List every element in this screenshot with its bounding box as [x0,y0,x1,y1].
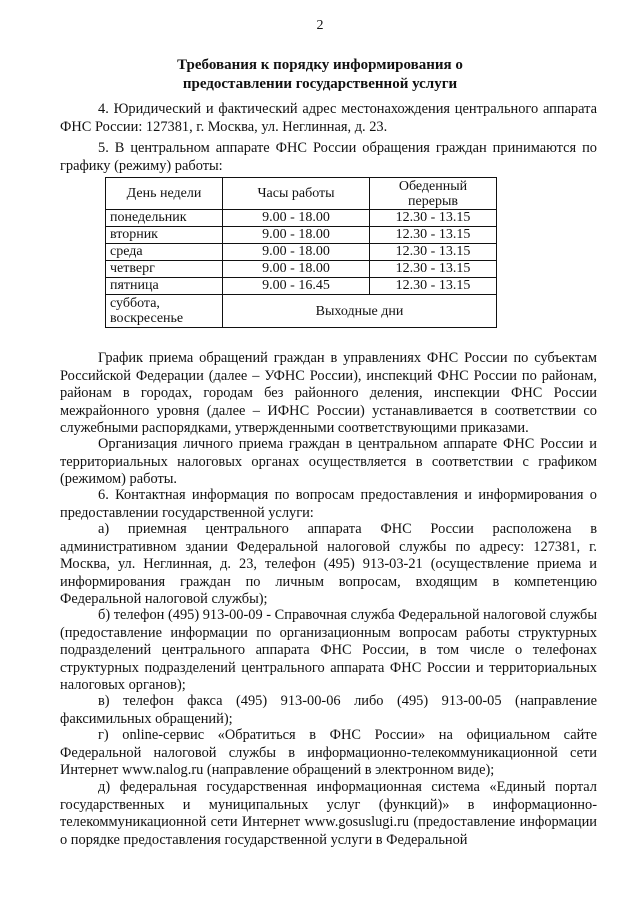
header-day: День недели [106,178,223,210]
cell-day: четверг [106,261,223,278]
paragraph-personal-reception: Организация личного приема граждан в центральном аппарате ФНС России и территориальных налоговых органах осуществляется в соответствии с графиком (режимом) работы. [60,436,597,487]
paragraph-address: 4. Юридический и фактический адрес местонахождения центрального аппарата ФНС России: 127381, г. Москва, ул. Неглинная, д. 23. [60,101,597,135]
section-heading-line2: предоставлении государственной услуги [182,76,458,92]
section-heading [0,56,640,94]
cell-hours: 9.00 - 18.00 [223,210,370,227]
cell-weekend-day: суббота, воскресенье [106,295,223,328]
paragraph-contact-d: д) федеральная государственная информационная система «Единый портал государственных и муниципальных услуг (функций)» в информационно-телекоммуникационной сети Интернет www.gosuslugi.ru (предоставление информации о порядке предоставления государственной услуги в Федеральной [60,779,597,848]
cell-lunch: 12.30 - 13.15 [370,278,497,295]
schedule-table [105,177,497,328]
paragraph-contact-b: б) телефон (495) 913-00-09 - Справочная служба Федеральной налоговой службы (предоставление информации по организационным вопросам работы структурных подразделений центрального аппарата ФНС России, в том числе о телефонах структурных подразделений центрального аппарата ФНС России и территориальных налоговых органов); [60,607,597,693]
cell-day: пятница [106,278,223,295]
cell-hours: 9.00 - 18.00 [223,244,370,261]
table-row [106,210,497,227]
paragraph-contact-a: а) приемная центрального аппарата ФНС России расположена в административном здании Федеральной налоговой службы по адресу: 127381, г. Москва, ул. Неглинная, д. 23, телефон (495) 913-03-21 (осуществление приема и информирования граждан по личным вопросам, входящим в компетенцию Федеральной налоговой службы); [60,521,597,607]
table-row [106,278,497,295]
paragraph-regional-schedule: График приема обращений граждан в управлениях ФНС России по субъектам Российской Федерации (далее – УФНС России), инспекций ФНС России по районам, районам в городах, городам без районного деления, инспекции ФНС России межрайонного уровня (далее – ИФНС России) устанавливается в соответствии со служебными распорядками, утвержденными соответствующими приказами. [60,350,597,436]
cell-hours: 9.00 - 18.00 [223,261,370,278]
cell-lunch: 12.30 - 13.15 [370,244,497,261]
section-heading-line1: Требования к порядку информирования о [177,57,463,73]
paragraph-contacts-intro: 6. Контактная информация по вопросам предоставления и информирования о предоставлении государственной услуги: [60,487,597,521]
cell-day: понедельник [106,210,223,227]
cell-lunch: 12.30 - 13.15 [370,210,497,227]
cell-day: вторник [106,227,223,244]
page-number: 2 [316,18,324,33]
cell-lunch: 12.30 - 13.15 [370,261,497,278]
table-row [106,244,497,261]
table-row [106,227,497,244]
paragraph-contact-v: в) телефон факса (495) 913-00-06 либо (495) 913-00-05 (направление факсимильных обращений); [60,693,597,727]
table-header-row [106,178,497,210]
cell-weekend-text: Выходные дни [223,295,497,328]
cell-hours: 9.00 - 18.00 [223,227,370,244]
header-hours: Часы работы [223,178,370,210]
table-row-weekend [106,295,497,328]
cell-lunch: 12.30 - 13.15 [370,227,497,244]
cell-day: среда [106,244,223,261]
header-lunch: Обеденный перерыв [370,178,497,210]
paragraph-schedule-intro: 5. В центральном аппарате ФНС России обращения граждан принимаются по графику (режиму) работы: [60,140,597,174]
paragraph-contact-g: г) online-сервис «Обратиться в ФНС России» на официальном сайте Федеральной налоговой службы в информационно-телекоммуникационной сети Интернет www.nalog.ru (направление обращений в электронном виде); [60,727,597,778]
cell-hours: 9.00 - 16.45 [223,278,370,295]
table-row [106,261,497,278]
